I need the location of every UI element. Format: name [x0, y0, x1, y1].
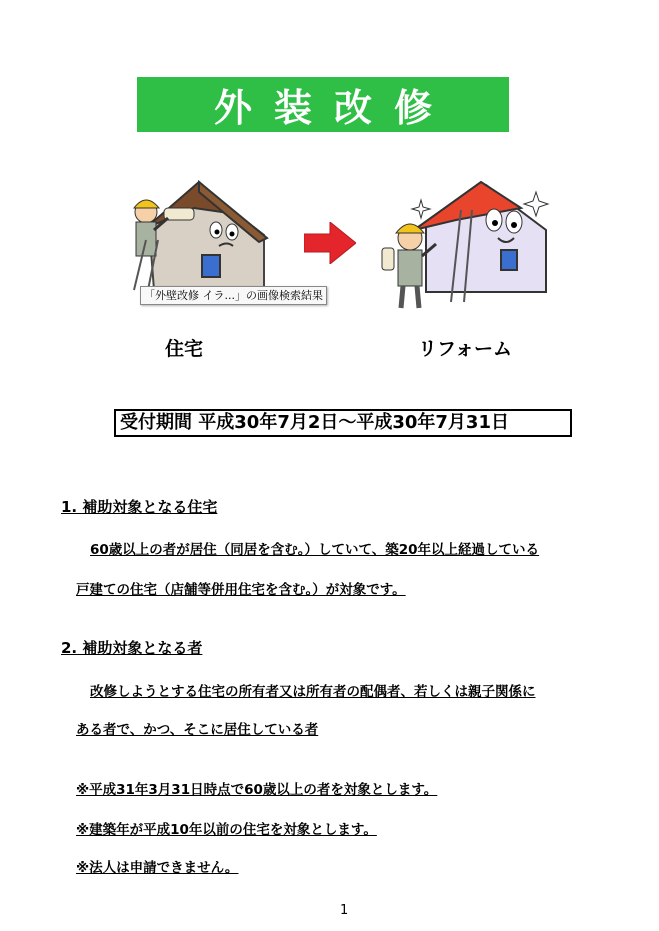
section1-line1: 60歳以上の者が居住（同居を含む。）していて、築20年以上経過している [90, 542, 540, 558]
arrow-right-icon [304, 222, 356, 264]
image-search-tooltip[interactable]: 「外壁改修 イラ...」の画像検索結果 [140, 286, 327, 305]
page-title: 外装改修 [213, 86, 454, 130]
section1-line2: 戸建ての住宅（店舗等併用住宅を含む。）が対象です。 [76, 582, 406, 598]
note-build-year: ※建築年が平成10年以前の住宅を対象とします。 [76, 822, 377, 838]
caption-reform: リフォーム [418, 338, 513, 360]
section1-heading: 1. 補助対象となる住宅 [61, 498, 218, 516]
page-number: 1 [340, 903, 349, 918]
note-age: ※平成31年3月31日時点で60歳以上の者を対象とします。 [76, 782, 438, 798]
application-period: 受付期間 平成30年7月2日～平成30年7月31日 [114, 409, 572, 437]
section2-heading: 2. 補助対象となる者 [61, 639, 203, 657]
section2-line1: 改修しようとする住宅の所有者又は所有者の配偶者、若しくは親子関係に [90, 684, 536, 700]
title-banner [137, 77, 509, 132]
section2-line2: ある者で、かつ、そこに居住している者 [76, 722, 319, 738]
renovated-house-illustration [376, 180, 556, 310]
caption-house: 住宅 [165, 338, 204, 360]
old-house-illustration [124, 180, 269, 295]
note-corporation: ※法人は申請できません。 [76, 860, 239, 876]
